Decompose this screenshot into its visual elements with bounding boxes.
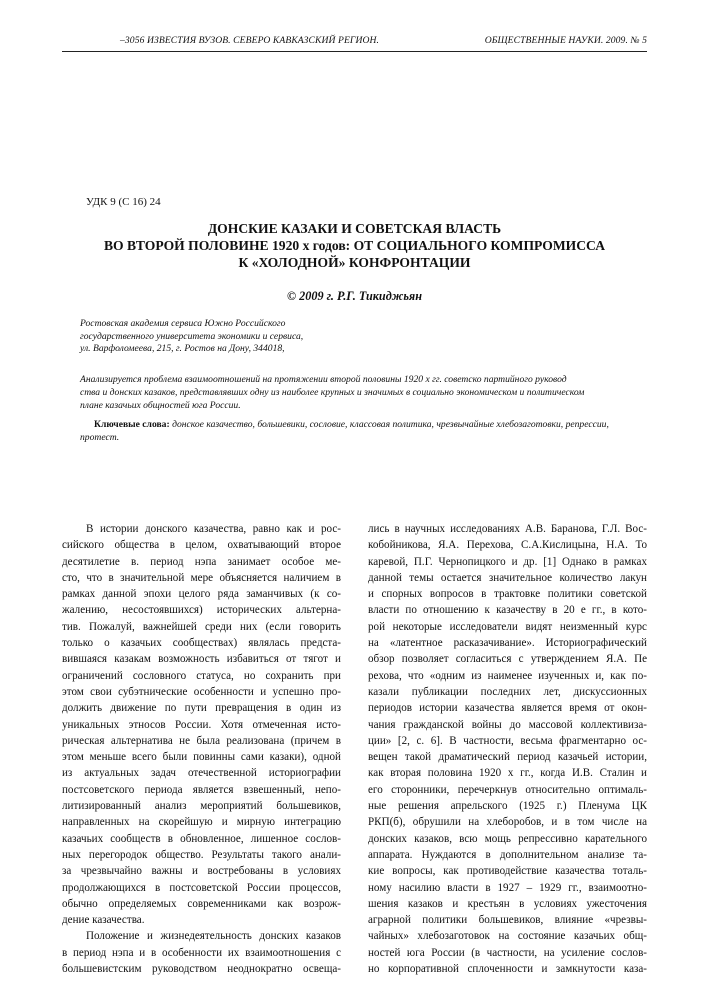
- keywords-text: донское казачество, большевики, сословие, классовая политика, чрезвычайные хлебозаготовки, репрессии, протест.: [80, 419, 609, 443]
- body-text-line: тив. Пожалуй, важнейшей среди них (если говорить: [62, 620, 341, 633]
- body-text-line: ному насилию власти в 1927 – 1929 гг., взаимоотно-: [368, 881, 647, 894]
- body-text-line: вившаяся казакам возможность избавиться от тягот и: [62, 653, 341, 666]
- body-text-line: этом меньше всего были повинны сами казаки), одной: [62, 751, 341, 764]
- body-text-line: кобойникова, Я.А. Перехова, С.А.Кислицына, Н.А. То: [368, 539, 647, 552]
- body-text-line: десятилетие в. период нэпа занимает особое ме-: [62, 555, 341, 568]
- keywords: [80, 418, 647, 444]
- body-column-right: [368, 521, 647, 977]
- body-text-line: шения казаков и крестьян в условиях ужесточения: [368, 897, 647, 910]
- header-rule: [62, 51, 647, 52]
- body-text-line: но корпоративной сплоченности и замкнутости каза-: [368, 963, 647, 976]
- body-text-line: чания гражданской войны до массовой коллективиза-: [368, 718, 647, 731]
- body-text-line: каревой, П.Г. Чернопицкого и др. [1] Однако в рамках: [368, 555, 647, 568]
- body-text-line: казали публикации последних лет, дискуссионных: [368, 685, 647, 698]
- affiliation-line: Ростовская академия сервиса Южно Российского: [80, 318, 286, 329]
- abstract-line: плане казачьих общностей юга России.: [80, 400, 241, 411]
- body-column-left: [62, 521, 341, 977]
- body-text-line: периодов истории казачества является время от окон-: [368, 702, 647, 715]
- author-byline: © 2009 г. Р.Г. Тикиджьян: [287, 289, 422, 303]
- title-line-1: ДОНСКИЕ КАЗАКИ И СОВЕТСКАЯ ВЛАСТЬ: [207, 221, 502, 236]
- body-text-line: Положение и жизнедеятельность донских казаков: [86, 930, 341, 943]
- body-text-line: ных перегородок общество. Результаты такого анали-: [62, 848, 341, 861]
- body-text-line: литизированный анализ мероприятий большевиков,: [62, 800, 341, 813]
- body-text-line: большевистским руководством неоднократно освеща-: [62, 963, 341, 976]
- body-text-line: уникальных этносов России. Хотя отмеченная исто-: [62, 718, 341, 731]
- running-head-issue: ОБЩЕСТВЕННЫЕ НАУКИ. 2009. № 5: [484, 35, 647, 46]
- body-text-line: лись в научных исследованиях А.В. Баранова, Г.Л. Вос-: [368, 523, 647, 535]
- abstract-line: Анализируется проблема взаимоотношений на протяжении второй половины 1920 х гг. советско партийного руковод: [80, 374, 567, 385]
- body-text-line: В истории донского казачества, равно как и рос-: [86, 523, 341, 535]
- body-text-line: рамках данной эпохи целого ряда заманчивых (к со-: [62, 588, 341, 601]
- body-text-line: его сторонники, перечеркнув относительно оптималь-: [368, 783, 647, 796]
- title-line-2: ВО ВТОРОЙ ПОЛОВИНЕ 1920 х годов: ОТ СОЦИАЛЬНОГО КОМПРОМИССА: [103, 238, 606, 253]
- body-text-line: жалению, несостоявшихся) исторических альтерна-: [62, 604, 341, 617]
- body-text-line: ограничений сословного статуса, но сохранить при: [62, 669, 341, 682]
- body-text-line: донских казаков, всю мощь репрессивно карательного: [368, 832, 647, 845]
- body-text-line: на «латентное расказачивание». Историографический: [368, 637, 647, 650]
- body-text-line: этом свои субэтнические особенности и успешно про-: [62, 685, 341, 698]
- body-text-line: дение казачества.: [62, 914, 145, 927]
- body-text-line: из актуальных задач отечественной историографии: [62, 767, 341, 780]
- author-affiliation: [80, 318, 303, 356]
- body-text-line: как вторая половина 1920 х гг., когда И.В. Сталин и: [368, 767, 647, 780]
- body-text-line: аграрной политики большевиков, влияние «чрезвы-: [368, 914, 647, 927]
- body-text-line: рой некоторые исследователи видят неизменный курс: [368, 620, 647, 633]
- affiliation-line: ул. Варфоломеева, 215, г. Ростов на Дону, 344018,: [80, 343, 285, 355]
- keywords-label: Ключевые слова:: [94, 419, 170, 430]
- body-text-line: казачьих сообществ в обновленное, лишенное сослов-: [62, 832, 341, 845]
- body-text-line: рехова, что «одним из наименее изученных и, как по-: [368, 669, 647, 682]
- body-text-line: ные решения апрельского (1925 г.) Пленума ЦК: [368, 800, 647, 813]
- body-text-line: кие вопросы, как противодействие казачества тоталь-: [368, 865, 647, 878]
- abstract: [80, 373, 647, 412]
- body-text-line: данной темы остается значительное количество лакун: [368, 571, 647, 584]
- body-text-line: постсоветского периода является взвешенный, непо-: [62, 783, 341, 796]
- body-text-line: обзор позволяет согласиться с утверждением Я.А. Пе: [368, 653, 647, 666]
- affiliation-line: государственного университета экономики и сервиса,: [80, 330, 304, 342]
- body-text-line: и спорных вопросов в трактовке политики советской: [368, 588, 647, 601]
- abstract-line: ства и донских казаков, представлявших одну из наиболее крупных и значимых в социально экономическом и политическом: [80, 387, 585, 398]
- body-text-line: ции» [2, с. 6]. В частности, весьма фрагментарно ос-: [368, 734, 647, 747]
- title-line-3: К «ХОЛОДНОЙ» КОНФРОНТАЦИИ: [238, 255, 471, 270]
- body-text-line: сийского общества в целом, охватывающий второе: [62, 539, 341, 552]
- udc-code: УДК 9 (С 16) 24: [86, 196, 161, 208]
- body-text-line: аппарата. Нуждаются в дополнительном анализе та-: [368, 848, 647, 861]
- body-text-line: сто, что в значительной мере объясняется наличием в: [62, 571, 341, 584]
- body-text-line: за чрезвычайно важны и востребованы в условиях: [62, 865, 341, 878]
- body-text-line: направленных на скорейшую и мирную интеграцию: [62, 816, 341, 829]
- article-title: [62, 220, 647, 271]
- body-text-line: власти по отношению к казачеству в 20 е гг., в кото-: [368, 604, 647, 617]
- body-text-line: рическая альтернатива не была реализована (причем в: [62, 734, 341, 747]
- body-text-line: продолжающихся в постсоветской России процессов,: [62, 881, 341, 894]
- body-text-line: ностей юга России (в частности, на усиление сослов-: [368, 946, 647, 959]
- body-text-line: должить движение по пути превращения в один из: [62, 702, 341, 715]
- body-text-line: только о казачьих сообществах) являлась предста-: [62, 637, 341, 650]
- body-text-line: чайных» хлебозаготовок на состояние казачьих общ-: [368, 930, 647, 943]
- body-text-line: РКП(б), обрушили на хлеборобов, и в том числе на: [368, 816, 647, 829]
- body-text-line: обычно определяемых современниками как возрож-: [62, 897, 341, 910]
- body-text-line: в период нэпа и в особенности их взаимоотношения с: [62, 946, 341, 959]
- body-text-line: вещен такой драматический период казачьей истории,: [368, 751, 647, 764]
- running-head-journal: –3056 ИЗВЕСТИЯ ВУЗОВ. СЕВЕРО КАВКАЗСКИЙ РЕГИОН.: [120, 35, 380, 46]
